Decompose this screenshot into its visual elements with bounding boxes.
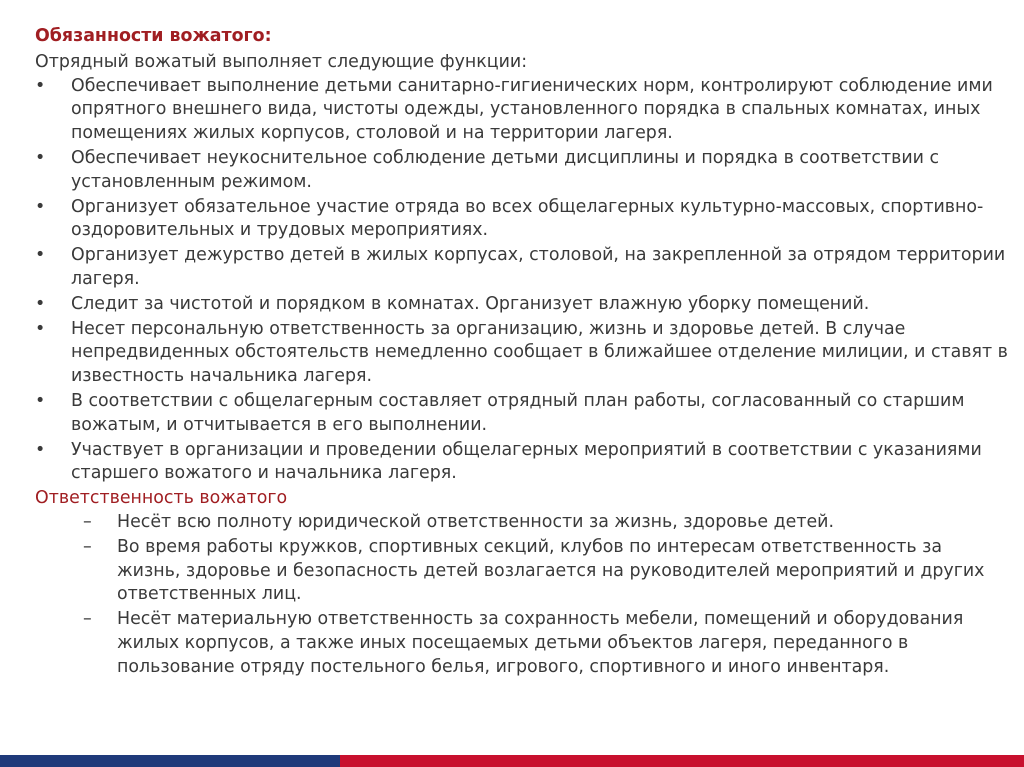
bullet-marker: • bbox=[35, 439, 46, 460]
bullet-marker: • bbox=[35, 390, 46, 411]
duties-list bbox=[35, 75, 1010, 487]
bullet-marker: • bbox=[35, 75, 46, 96]
duty-text: Организует обязательное участие отряда во всех общелагерных культурно-массовых, спортивно-оздоровительных и трудовых мероприятиях. bbox=[71, 196, 984, 241]
responsibility-item bbox=[35, 511, 1010, 535]
footer-bar-blue bbox=[0, 755, 340, 767]
bullet-marker: • bbox=[35, 147, 46, 168]
duty-item bbox=[35, 318, 1010, 389]
duty-item bbox=[35, 244, 1010, 292]
duties-intro: Отрядный вожатый выполняет следующие функции: bbox=[35, 51, 528, 72]
responsibility-text: Несёт материальную ответственность за сохранность мебели, помещений и оборудования жилых корпусов, а также иных посещаемых детьми объектов лагеря, переданного в пользование отряду постельного белья, игрового, спортивного и иного инвентаря. bbox=[117, 609, 964, 677]
responsibility-text: Несёт всю полноту юридической ответственности за жизнь, здоровье детей. bbox=[117, 511, 834, 532]
duty-item bbox=[35, 293, 1010, 317]
duty-item bbox=[35, 196, 1010, 244]
duty-text: В соответствии с общелагерным составляет отрядный план работы, согласованный со старшим вожатым, и отчитывается в его выполнении. bbox=[71, 390, 965, 435]
dash-marker: – bbox=[83, 609, 92, 630]
duty-item bbox=[35, 390, 1010, 438]
bullet-marker: • bbox=[35, 245, 46, 266]
duty-text: Участвует в организации и проведении общелагерных мероприятий в соответствии с указаниями старшего вожатого и начальника лагеря. bbox=[71, 439, 982, 484]
bullet-marker: • bbox=[35, 196, 46, 217]
slide-content bbox=[35, 25, 1010, 680]
bullet-marker: • bbox=[35, 293, 46, 314]
dash-marker: – bbox=[83, 511, 92, 532]
duty-text: Обеспечивает неукоснительное соблюдение детьми дисциплины и порядка в соответствии с установленным режимом. bbox=[71, 147, 940, 192]
responsibility-item bbox=[35, 608, 1010, 679]
duty-item bbox=[35, 147, 1010, 195]
responsibility-text: Во время работы кружков, спортивных секций, клубов по интересам ответственность за жизнь, здоровье и безопасность детей возлагается на руководителей мероприятий и других ответственных лиц. bbox=[117, 536, 985, 605]
dash-marker: – bbox=[83, 536, 92, 557]
responsibility-list bbox=[35, 511, 1010, 680]
duty-item bbox=[35, 439, 1010, 487]
bullet-marker: • bbox=[35, 318, 46, 339]
duty-item bbox=[35, 75, 1010, 146]
duty-text: Организует дежурство детей в жилых корпусах, столовой, на закрепленной за отрядом территории лагеря. bbox=[71, 245, 1006, 289]
responsibility-heading: Ответственность вожатого bbox=[35, 488, 288, 509]
duty-text: Следит за чистотой и порядком в комнатах. Организует влажную уборку помещений. bbox=[71, 293, 870, 314]
responsibility-item bbox=[35, 536, 1010, 607]
footer-bar-red bbox=[340, 755, 1024, 767]
duties-heading: Обязанности вожатого: bbox=[35, 26, 272, 46]
duty-text: Несет персональную ответственность за организацию, жизнь и здоровье детей. В случае непредвиденных обстоятельств немедленно сообщает в ближайшее отделение милиции, и ставят в известность начальника лагеря. bbox=[71, 318, 1008, 387]
duty-text: Обеспечивает выполнение детьми санитарно-гигиенических норм, контролируют соблюдение ими опрятного внешнего вида, чистоты одежды, установленного порядка в спальных комнатах, иных помещениях жилых корпусов, столовой и на территории лагеря. bbox=[71, 75, 993, 144]
